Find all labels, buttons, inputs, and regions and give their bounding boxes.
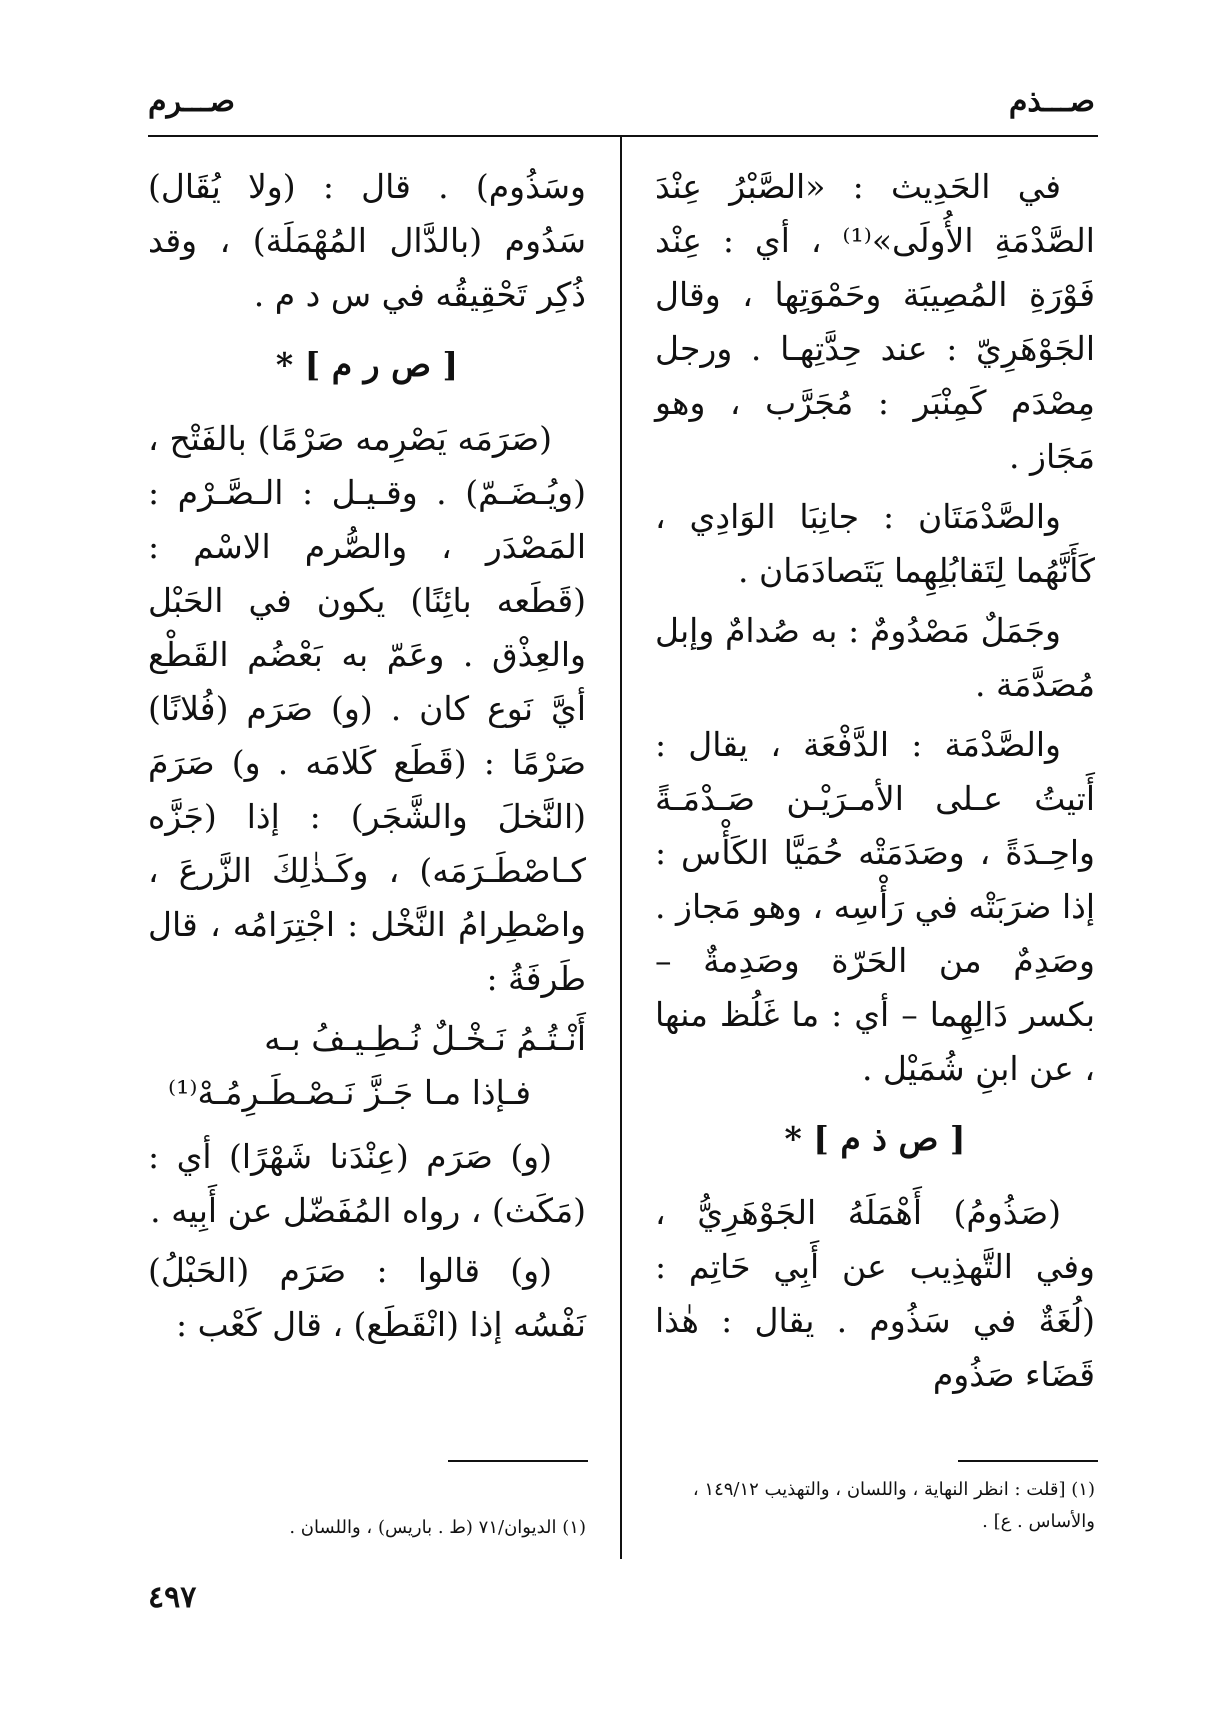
footnote-rule bbox=[958, 1460, 1098, 1462]
right-column bbox=[655, 160, 1095, 1408]
running-header-right: صـــذم bbox=[1008, 84, 1095, 119]
paragraph: وجَمَلٌ مَصْدُومٌ : به صُدامٌ وإبل مُصَدَّمَة . bbox=[655, 611, 1095, 704]
paragraph: (صَرَمَه يَصْرِمه صَرْمًا) بالفَتْح ، (ويُـضَـمّ) . وقـيـل : الـصَّـرْم : المَصْدَر ، والصُّرم الاسْم : (قَطَعه بائِنًا) يكون في الحَبْل والعِذْق . وعَمّ به بَعْضُم القَطْع أيَّ نَوع كان . (و) صَرَم (فُلانًا) صَرْمًا : (قَطَع كَلامَه . و) صَرَمَ (النَّخلَ والشَّجَر) : إذا (جَزَّه كـاصْطَـرَمَه) ، وكَـذٰلِكَ الزَّرعَ ، واصْطِرامُ النَّخْل : اجْتِرَامُه ، قال طَرفَةُ : bbox=[148, 419, 586, 998]
paragraph: والصَّدْمَة : الدَّفْعَة ، يقال : أَتيتُ عـلى الأمـرَيْـن صَـدْمَـةً واحِـدَةً ، وصَدَمَتْه حُمَيَّا الكَأْس : إذا ضرَبَتْه في رَأْسِه ، وهو مَجاز . وصَدِمٌ من الحَرّة وصَدِمةٌ – بكسر دَالِهِما – أي : ما غَلُظ منها ، عن ابنِ شُمَيْل . bbox=[655, 725, 1095, 1088]
poem-line: فـإذا مـا جَـزَّ نَـصْـطَـرِمُـهْ⁽¹⁾ bbox=[168, 1073, 532, 1112]
left-column bbox=[148, 160, 586, 1358]
paragraph: وسَذُوم) . قال : (ولا يُقَال) سَدُوم (بالدَّال المُهْمَلَة) ، وقد ذُكِر تَحْقِيقُه في س د م . bbox=[148, 167, 586, 314]
footnote-rule bbox=[448, 1460, 588, 1462]
paragraph: (و) صَرَم (عِنْدَنا شَهْرًا) أي : (مَكَث) ، رواه المُفَضّل عن أَبِيه . bbox=[148, 1137, 586, 1230]
entry-heading: [ ص ذ م ] * bbox=[784, 1119, 966, 1158]
column-divider bbox=[620, 137, 622, 1559]
paragraph: والصَّدْمَتَان : جانِبَا الوَادِي ، كَأَنَّهُما لِتَقابُلِهِما يَتَصادَمَان . bbox=[655, 497, 1095, 590]
header-rule bbox=[148, 135, 1098, 137]
running-header-left: صـــرم bbox=[148, 84, 235, 119]
footnote: (١) الديوان/٧١ (ط . باريس) ، واللسان . bbox=[289, 1517, 586, 1538]
paragraph: (و) قالوا : صَرَم (الحَبْلُ) نَفْسُه إذا (انْقَطَع) ، قال كَعْب : bbox=[148, 1251, 586, 1344]
page-number: ٤٩٧ bbox=[148, 1580, 197, 1615]
entry-heading: [ ص ر م ] * bbox=[275, 345, 459, 384]
paragraph: في الحَدِيث : «الصَّبْرُ عِنْدَ الصَّدْمَةِ الأُولَى»⁽¹⁾ ، أي : عِنْد فَوْرَةِ المُصِيبَة وحَمْوَتِها ، وقال الجَوْهَرِيّ : عند حِدَّتِهـا . ورجل مِصْدَم كَمِنْبَر : مُجَرَّب ، وهو مَجَاز . bbox=[655, 167, 1095, 476]
poem-line: أَنْـتُـمُ نَـخْـلٌ نُـطِـيـفُ بـه bbox=[264, 1019, 586, 1058]
paragraph: (صَذُومُ) أَهْمَلَهُ الجَوْهَرِيُّ ، وفي التَّهذِيب عن أَبِي حَاتِم : (لُغَةٌ في سَذُوم . يقال : هٰذا قَضَاء صَذُوم bbox=[655, 1193, 1095, 1394]
footnote: (١) [قلت : انظر النهاية ، واللسان ، والتهذيب ١٤٩/١٢ ، والأساس . ع] . bbox=[692, 1479, 1095, 1532]
